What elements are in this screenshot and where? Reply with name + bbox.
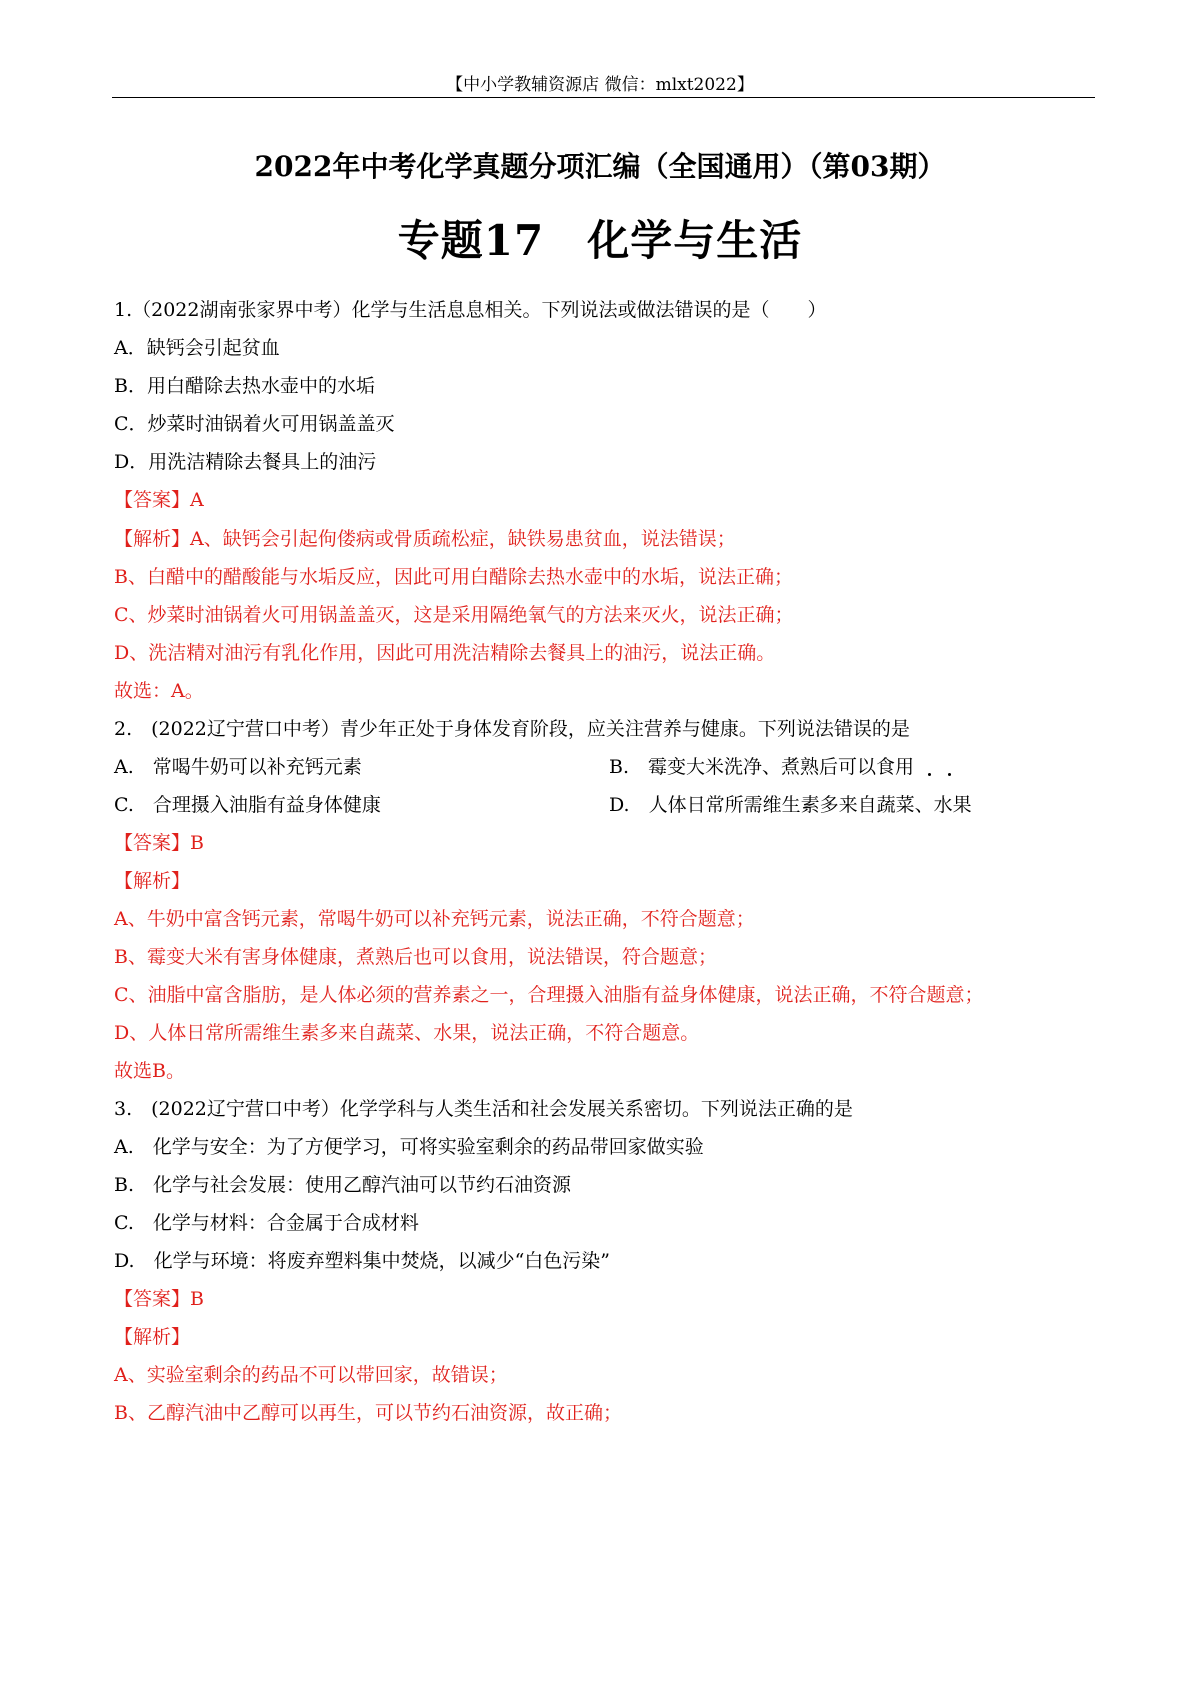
question-3-option-a: A. 化学与安全：为了方便学习，可将实验室剩余的药品带回家做实验	[114, 1136, 704, 1158]
question-1-option-b: B．用白醋除去热水壶中的水垢	[114, 375, 375, 397]
question-3-analysis-line: A、实验室剩余的药品不可以带回家，故错误；	[114, 1364, 508, 1386]
header-rule	[112, 97, 1095, 98]
question-3-option-d: D. 化学与环境：将废弃塑料集中焚烧，以减少“白色污染”	[114, 1250, 611, 1272]
question-1-option-c: C．炒菜时油锅着火可用锅盖盖灭	[114, 413, 395, 435]
question-3-analysis-head: 【解析】	[114, 1326, 191, 1348]
question-2-option-c: C. 合理摄入油脂有益身体健康	[114, 794, 381, 816]
question-1-analysis-line: D、洗洁精对油污有乳化作用，因此可用洗洁精除去餐具上的油污，说法正确。	[114, 642, 776, 664]
question-2-analysis-head: 【解析】	[114, 870, 191, 892]
question-2-analysis-line: D、人体日常所需维生素多来自蔬菜、水果，说法正确，不符合题意。	[114, 1022, 700, 1044]
question-1-analysis-line: B、白醋中的醋酸能与水垢反应，因此可用白醋除去热水壶中的水垢，说法正确；	[114, 566, 793, 588]
document-title: 2022年中考化学真题分项汇编（全国通用）（第03期）	[254, 150, 946, 183]
question-2-stem: 2. (2022辽宁营口中考）青少年正处于身体发育阶段，应关注营养与健康。下列说法错误的是	[114, 718, 910, 740]
question-1-option-a: A．缺钙会引起贫血	[114, 337, 280, 359]
question-2-conclusion: 故选B。	[114, 1060, 185, 1082]
question-2-analysis-line: C、油脂中富含脂肪，是人体必须的营养素之一，合理摄入油脂有益身体健康，说法正确，不符合题意；	[114, 984, 984, 1006]
question-2-answer: 【答案】B	[114, 832, 204, 854]
question-3-option-c: C. 化学与材料：合金属于合成材料	[114, 1212, 419, 1234]
question-1-option-d: D．用洗洁精除去餐具上的油污	[114, 451, 377, 473]
question-1-answer: 【答案】A	[114, 489, 204, 511]
question-2-option-a: A. 常喝牛奶可以补充钙元素	[114, 756, 362, 778]
question-1-conclusion: 故选：A。	[114, 680, 204, 702]
question-1-stem: 1.（2022湖南张家界中考）化学与生活息息相关。下列说法或做法错误的是（ ）	[114, 299, 827, 321]
question-3-option-b: B. 化学与社会发展：使用乙醇汽油可以节约石油资源	[114, 1174, 572, 1196]
question-1-analysis-line: 【解析】A、缺钙会引起佝偻病或骨质疏松症，缺铁易患贫血，说法错误；	[114, 528, 736, 550]
question-2-analysis-line: B、霉变大米有害身体健康，煮熟后也可以食用，说法错误，符合题意；	[114, 946, 717, 968]
question-2-option-b: B. 霉变大米洗净、煮熟后可以食用	[609, 756, 915, 778]
topic-title: 专题17 化学与生活	[397, 216, 803, 265]
question-2-option-d: D. 人体日常所需维生素多来自蔬菜、水果	[609, 794, 972, 816]
question-3-stem: 3. (2022辽宁营口中考）化学学科与人类生活和社会发展关系密切。下列说法正确的是	[114, 1098, 853, 1120]
question-2-analysis-line: A、牛奶中富含钙元素，常喝牛奶可以补充钙元素，说法正确，不符合题意；	[114, 908, 755, 930]
page-header: 【中小学教辅资源店 微信：mlxt2022】	[446, 75, 754, 95]
question-3-answer: 【答案】B	[114, 1288, 204, 1310]
question-3-analysis-line: B、乙醇汽油中乙醇可以再生，可以节约石油资源，故正确；	[114, 1402, 622, 1424]
question-1-analysis-line: C、炒菜时油锅着火可用锅盖盖灭，这是采用隔绝氧气的方法来灭火，说法正确；	[114, 604, 794, 626]
emphasis-dots	[926, 773, 956, 779]
